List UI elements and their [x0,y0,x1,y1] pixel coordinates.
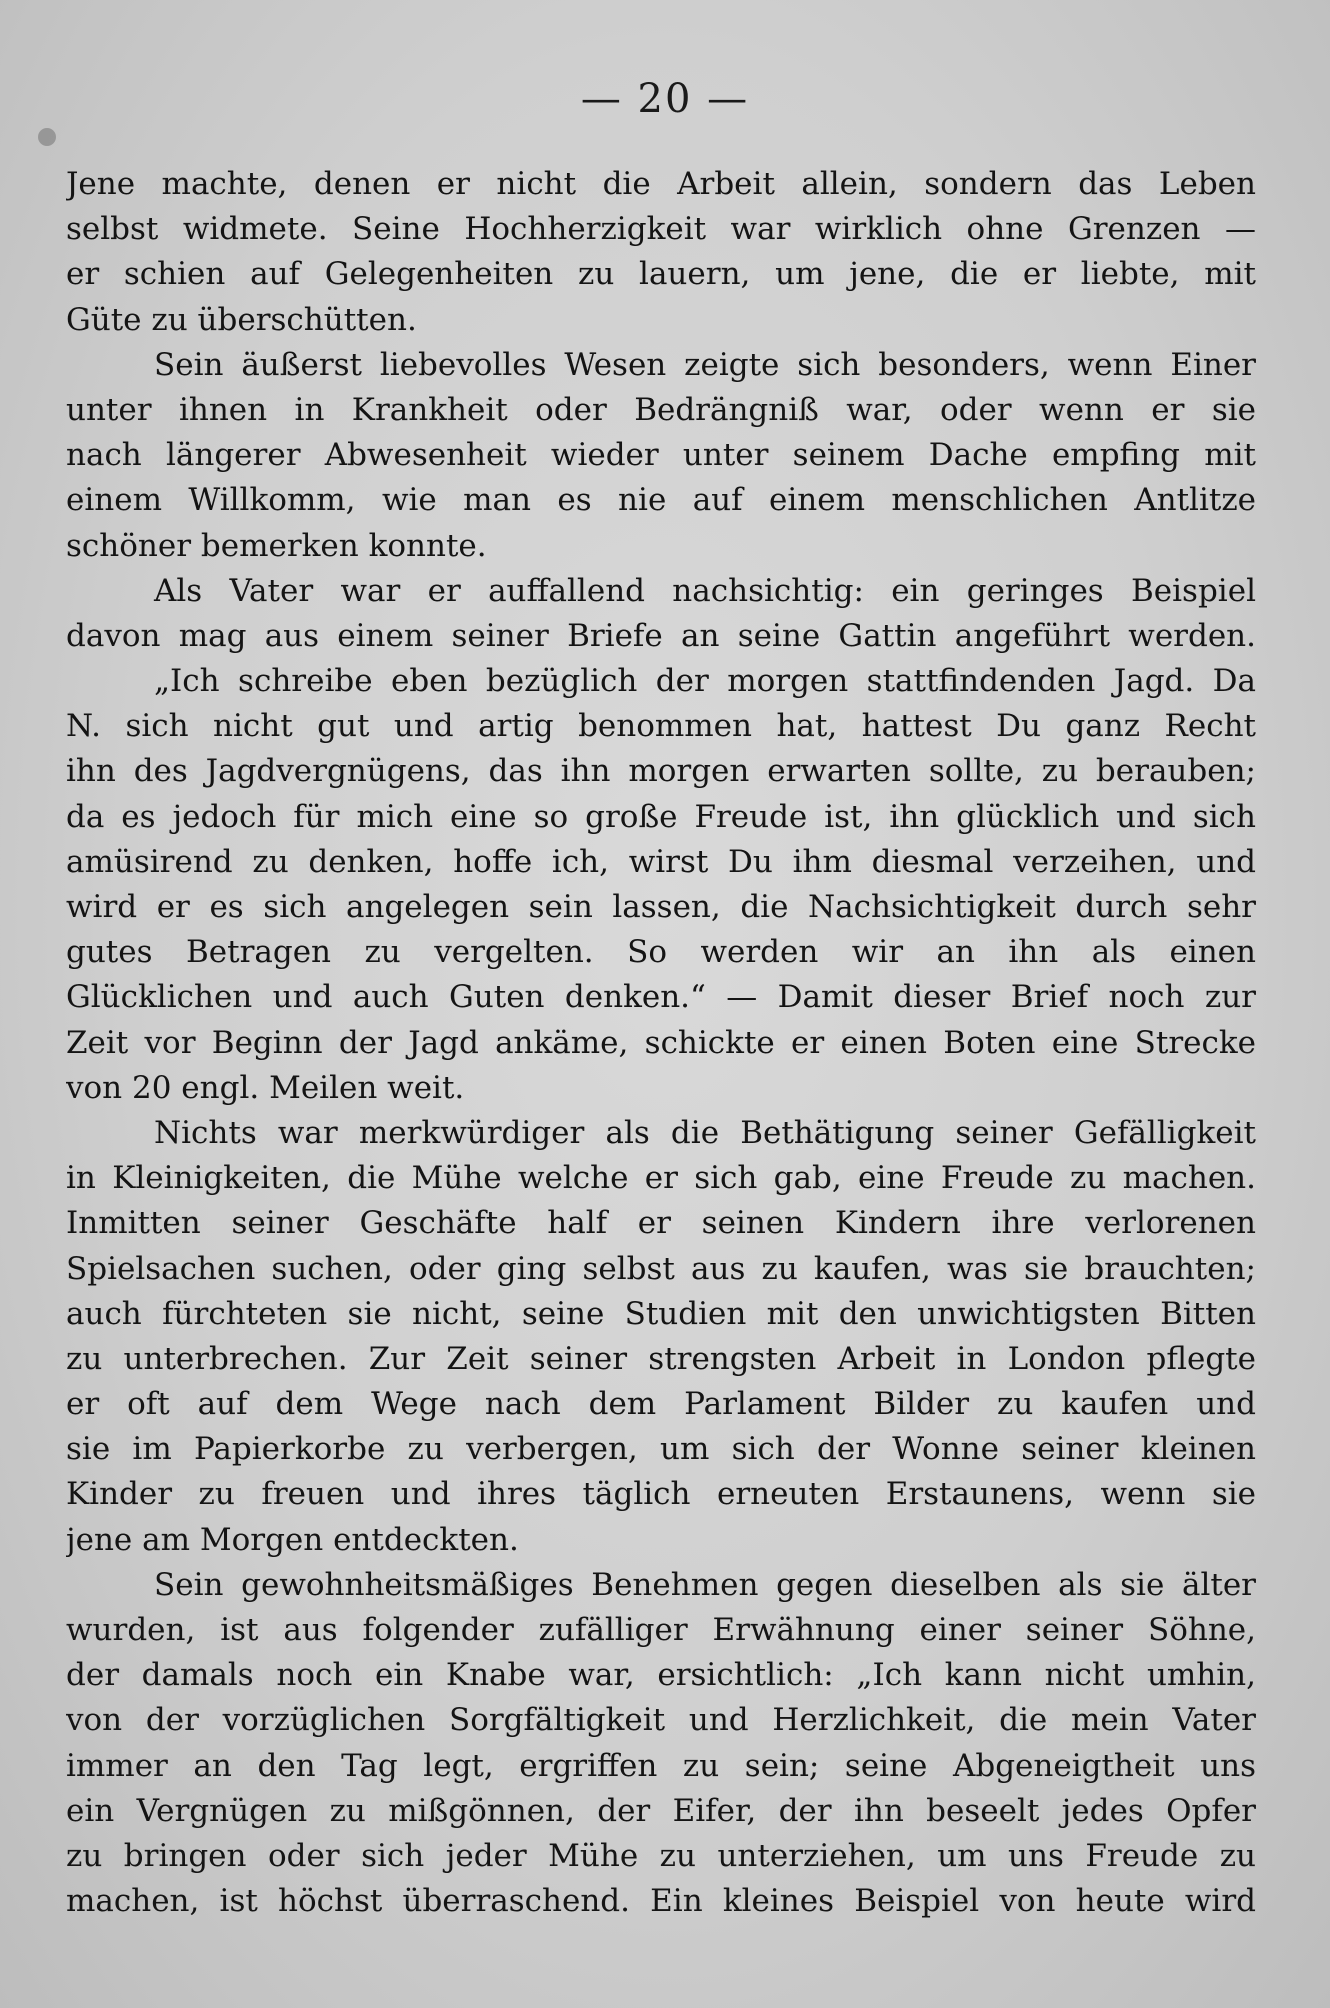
text-line: er oft auf dem Wege nach dem Parlament Bilder zu kaufen und [66,1386,1256,1423]
text-line: wurden, ist aus folgender zufälliger Erwähnung einer seiner Söhne, [66,1612,1256,1648]
text-line: Nichts war merkwürdiger als die Bethätigung seiner Gefälligkeit [154,1114,1256,1151]
text-line: unter ihnen in Krankheit oder Bedrängniß war, oder wenn er sie [66,391,1256,428]
text-line: nach längerer Abwesenheit wieder unter seinem Dache empfing mit [66,437,1256,474]
text-line: Glücklichen und auch Guten denken.“ — Damit dieser Brief noch zur [66,979,1256,1016]
text-line: gutes Betragen zu vergelten. So werden wir an ihn als einen [66,934,1256,971]
text-line: davon mag aus einem seiner Briefe an seine Gattin angeführt werden. [66,617,1256,654]
page-number: — 20 — [580,76,750,122]
text-line: der damals noch ein Knabe war, ersichtlich: „Ich kann nicht umhin, [66,1657,1256,1694]
text-line: Kinder zu freuen und ihres täglich erneuten Erstaunens, wenn sie [66,1476,1256,1513]
text-line: Inmitten seiner Geschäfte half er seinen Kindern ihre verlorenen [66,1205,1256,1242]
text-line: ihn des Jagdvergnügens, das ihn morgen erwarten sollte, zu berauben; [66,753,1256,790]
text-line: er schien auf Gelegenheiten zu lauern, um jene, die er liebte, mit [66,256,1256,293]
text-line: machen, ist höchst überraschend. Ein kleines Beispiel von heute wird [66,1883,1256,1920]
text-line: Sein gewohnheitsmäßiges Benehmen gegen dieselben als sie älter [154,1566,1256,1603]
text-line: jene am Morgen entdeckten. [66,1521,519,1558]
text-line: Zeit vor Beginn der Jagd ankäme, schickte er einen Boten eine Strecke [66,1024,1256,1061]
text-line: auch fürchteten sie nicht, seine Studien mit den unwichtigsten Bitten [66,1295,1256,1332]
text-line: zu unterbrechen. Zur Zeit seiner strengsten Arbeit in London pflegte [66,1340,1256,1377]
body-text [66,162,1256,1924]
text-line: Güte zu überschütten. [66,301,417,338]
text-line: selbst widmete. Seine Hochherzigkeit war wirklich ohne Grenzen — [66,211,1256,248]
text-line: einem Willkomm, wie man es nie auf einem menschlichen Antlitze [66,482,1256,519]
text-line: immer an den Tag legt, ergriffen zu sein; seine Abgeneigtheit uns [66,1747,1256,1784]
text-line: Spielsachen suchen, oder ging selbst aus zu kaufen, was sie brauchten; [66,1250,1256,1287]
text-line: sie im Papierkorbe zu verbergen, um sich der Wonne seiner kleinen [66,1431,1256,1468]
text-line: von 20 engl. Meilen weit. [66,1069,465,1106]
text-line: in Kleinigkeiten, die Mühe welche er sich gab, eine Freude zu machen. [66,1160,1256,1197]
text-line: Sein äußerst liebevolles Wesen zeigte sich besonders, wenn Einer [154,346,1256,383]
text-line: von der vorzüglichen Sorgfältigkeit und Herzlichkeit, die mein Vater [66,1702,1256,1739]
text-line: N. sich nicht gut und artig benommen hat, hattest Du ganz Recht [66,708,1256,745]
text-line: da es jedoch für mich eine so große Freude ist, ihn glücklich und sich [66,798,1256,835]
text-line: schöner bemerken konnte. [66,527,487,564]
text-line: wird er es sich angelegen sein lassen, die Nachsichtigkeit durch sehr [66,889,1256,925]
text-line: zu bringen oder sich jeder Mühe zu unterziehen, um uns Freude zu [66,1837,1256,1874]
text-line: Jene machte, denen er nicht die Arbeit allein, sondern das Leben [66,166,1256,202]
text-line: ein Vergnügen zu mißgönnen, der Eifer, der ihn beseelt jedes Opfer [66,1792,1256,1829]
text-line: „Ich schreibe eben bezüglich der morgen stattfindenden Jagd. Da [154,663,1256,700]
text-line: Als Vater war er auffallend nachsichtig: ein geringes Beispiel [154,572,1256,609]
text-line: amüsirend zu denken, hoffe ich, wirst Du ihm diesmal verzeihen, und [66,843,1256,880]
ink-smudge [38,128,56,146]
